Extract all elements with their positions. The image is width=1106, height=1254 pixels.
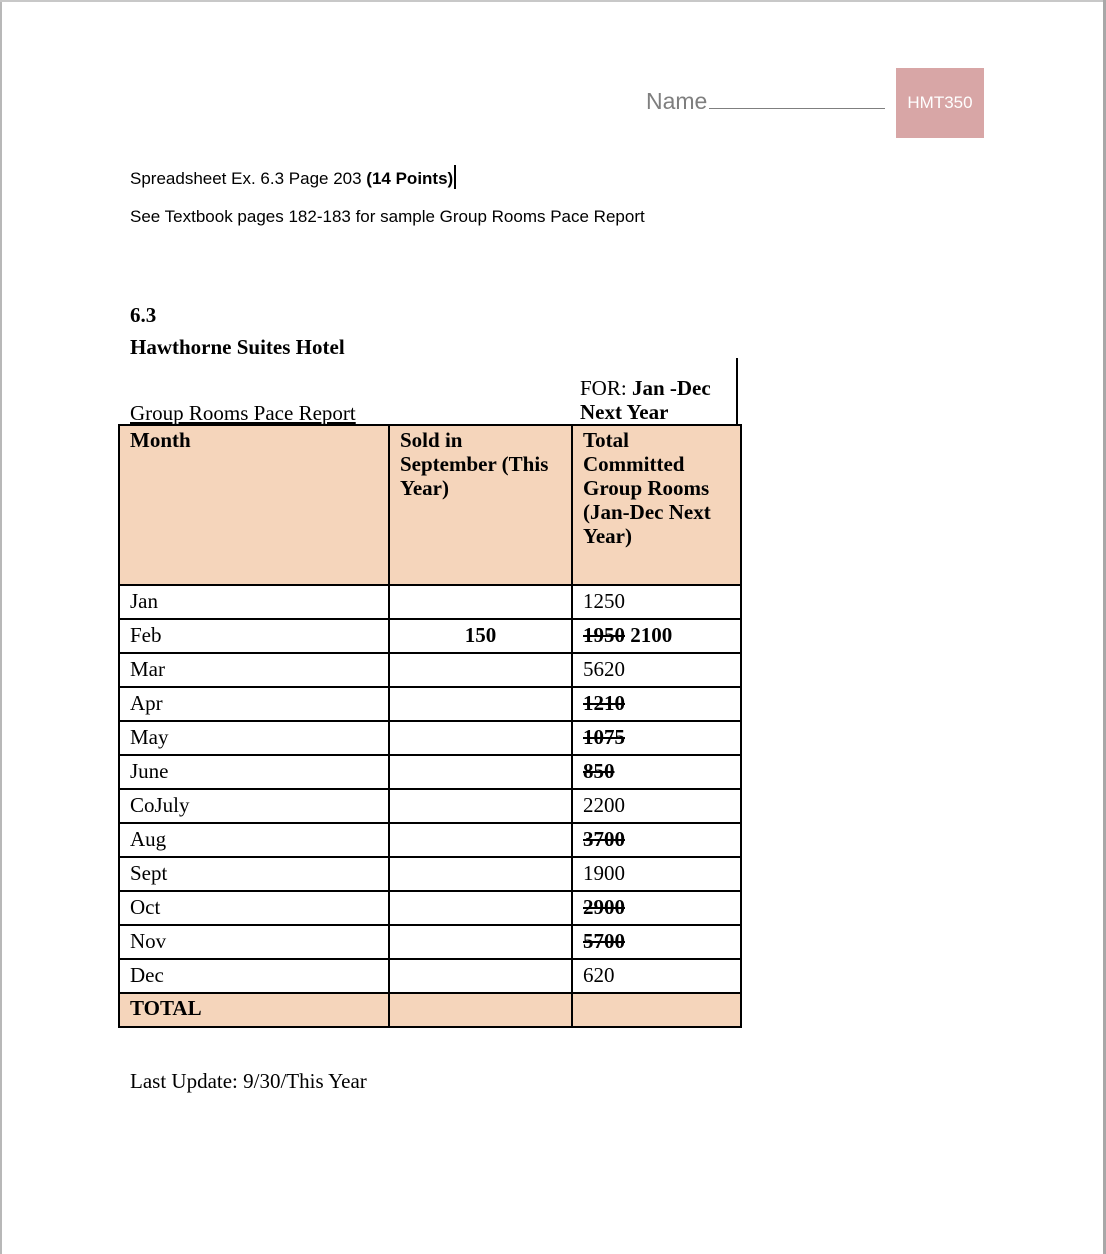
table-row xyxy=(119,755,741,789)
total-cell[interactable] xyxy=(572,687,741,721)
name-field[interactable] xyxy=(646,88,885,115)
sold-cell[interactable] xyxy=(389,891,572,925)
sold-cell[interactable] xyxy=(389,653,572,687)
table-row xyxy=(119,721,741,755)
sold-cell[interactable] xyxy=(389,925,572,959)
for-label: FOR: xyxy=(580,376,632,400)
header-sold-line3: Year) xyxy=(400,476,449,500)
total-cell[interactable]: 620 xyxy=(572,959,741,993)
sold-cell[interactable] xyxy=(389,857,572,891)
struck-value: 2900 xyxy=(583,895,625,919)
month-cell[interactable]: Mar xyxy=(119,653,389,687)
header-total-line2: Committed xyxy=(583,452,685,476)
total-cell[interactable] xyxy=(572,619,741,653)
total-cell[interactable]: 2200 xyxy=(572,789,741,823)
table-header-row xyxy=(119,425,741,585)
assignment-title[interactable] xyxy=(130,165,456,189)
assignment-title-text: Spreadsheet Ex. 6.3 Page 203 xyxy=(130,169,367,188)
table-row xyxy=(119,653,741,687)
sold-cell[interactable] xyxy=(389,585,572,619)
sold-cell[interactable] xyxy=(389,959,572,993)
total-cell[interactable]: 5620 xyxy=(572,653,741,687)
header-total[interactable] xyxy=(572,425,741,585)
sold-cell[interactable] xyxy=(389,789,572,823)
total-cell[interactable] xyxy=(572,755,741,789)
header-month-label: Month xyxy=(130,428,191,452)
month-cell[interactable]: Aug xyxy=(119,823,389,857)
hotel-name: Hawthorne Suites Hotel xyxy=(130,335,345,359)
total-committed-cell[interactable] xyxy=(572,993,741,1027)
total-cell[interactable] xyxy=(572,891,741,925)
textbook-reference: See Textbook pages 182-183 for sample Group Rooms Pace Report xyxy=(130,207,645,226)
struck-value: 850 xyxy=(583,759,615,783)
table-row xyxy=(119,925,741,959)
page-edge-top xyxy=(0,0,1106,2)
total-cell[interactable] xyxy=(572,721,741,755)
struck-value: 5700 xyxy=(583,929,625,953)
total-cell[interactable] xyxy=(572,925,741,959)
for-value-line1: Jan -Dec xyxy=(631,376,711,400)
table-total-row xyxy=(119,993,741,1027)
header-total-line1: Total xyxy=(583,428,629,452)
month-cell[interactable]: Oct xyxy=(119,891,389,925)
month-cell[interactable]: Jan xyxy=(119,585,389,619)
header-total-line3: Group Rooms xyxy=(583,476,710,500)
revised-value: 2100 xyxy=(630,623,673,647)
name-blank-line[interactable] xyxy=(709,107,885,109)
month-cell[interactable]: Dec xyxy=(119,959,389,993)
table-row xyxy=(119,891,741,925)
for-block-divider xyxy=(736,358,738,426)
course-code-badge: HMT350 xyxy=(896,68,984,138)
for-value-line2: Next Year xyxy=(580,400,669,424)
struck-value: 1210 xyxy=(583,691,625,715)
header-total-line5: Year) xyxy=(583,524,632,548)
header-month[interactable] xyxy=(119,425,389,585)
report-title: Group Rooms Pace Report xyxy=(130,401,356,425)
name-label: Name xyxy=(646,88,708,114)
month-cell[interactable]: Nov xyxy=(119,925,389,959)
text-cursor xyxy=(454,165,456,189)
sold-cell[interactable]: 150 xyxy=(389,619,572,653)
total-cell[interactable]: 1900 xyxy=(572,857,741,891)
table-row xyxy=(119,619,741,653)
header-sold-line2: September (This xyxy=(400,452,549,476)
month-cell[interactable]: CoJuly xyxy=(119,789,389,823)
report-period xyxy=(580,376,711,424)
total-sold-cell[interactable] xyxy=(389,993,572,1027)
header-sold-line1: Sold in xyxy=(400,428,463,452)
sold-cell[interactable] xyxy=(389,755,572,789)
exercise-number: 6.3 xyxy=(130,303,157,327)
sold-cell[interactable] xyxy=(389,721,572,755)
group-rooms-pace-table xyxy=(118,424,742,1028)
month-cell[interactable]: Feb xyxy=(119,619,389,653)
struck-value: 1950 xyxy=(583,623,625,647)
last-update: Last Update: 9/30/This Year xyxy=(130,1069,367,1093)
month-cell[interactable]: May xyxy=(119,721,389,755)
sold-cell[interactable] xyxy=(389,687,572,721)
table-row xyxy=(119,959,741,993)
page-edge-left xyxy=(0,0,2,1254)
table-row xyxy=(119,687,741,721)
struck-value: 1075 xyxy=(583,725,625,749)
table-row xyxy=(119,789,741,823)
month-cell[interactable]: Apr xyxy=(119,687,389,721)
header-total-line4: (Jan-Dec Next xyxy=(583,500,711,524)
total-cell[interactable]: 1250 xyxy=(572,585,741,619)
month-cell[interactable]: Sept xyxy=(119,857,389,891)
header-sold[interactable] xyxy=(389,425,572,585)
sold-cell[interactable] xyxy=(389,823,572,857)
total-cell[interactable] xyxy=(572,823,741,857)
table-row xyxy=(119,823,741,857)
struck-value: 3700 xyxy=(583,827,625,851)
total-label-cell[interactable]: TOTAL xyxy=(119,993,389,1027)
assignment-points: (14 Points) xyxy=(366,169,454,188)
table-row xyxy=(119,585,741,619)
table-row xyxy=(119,857,741,891)
month-cell[interactable]: June xyxy=(119,755,389,789)
